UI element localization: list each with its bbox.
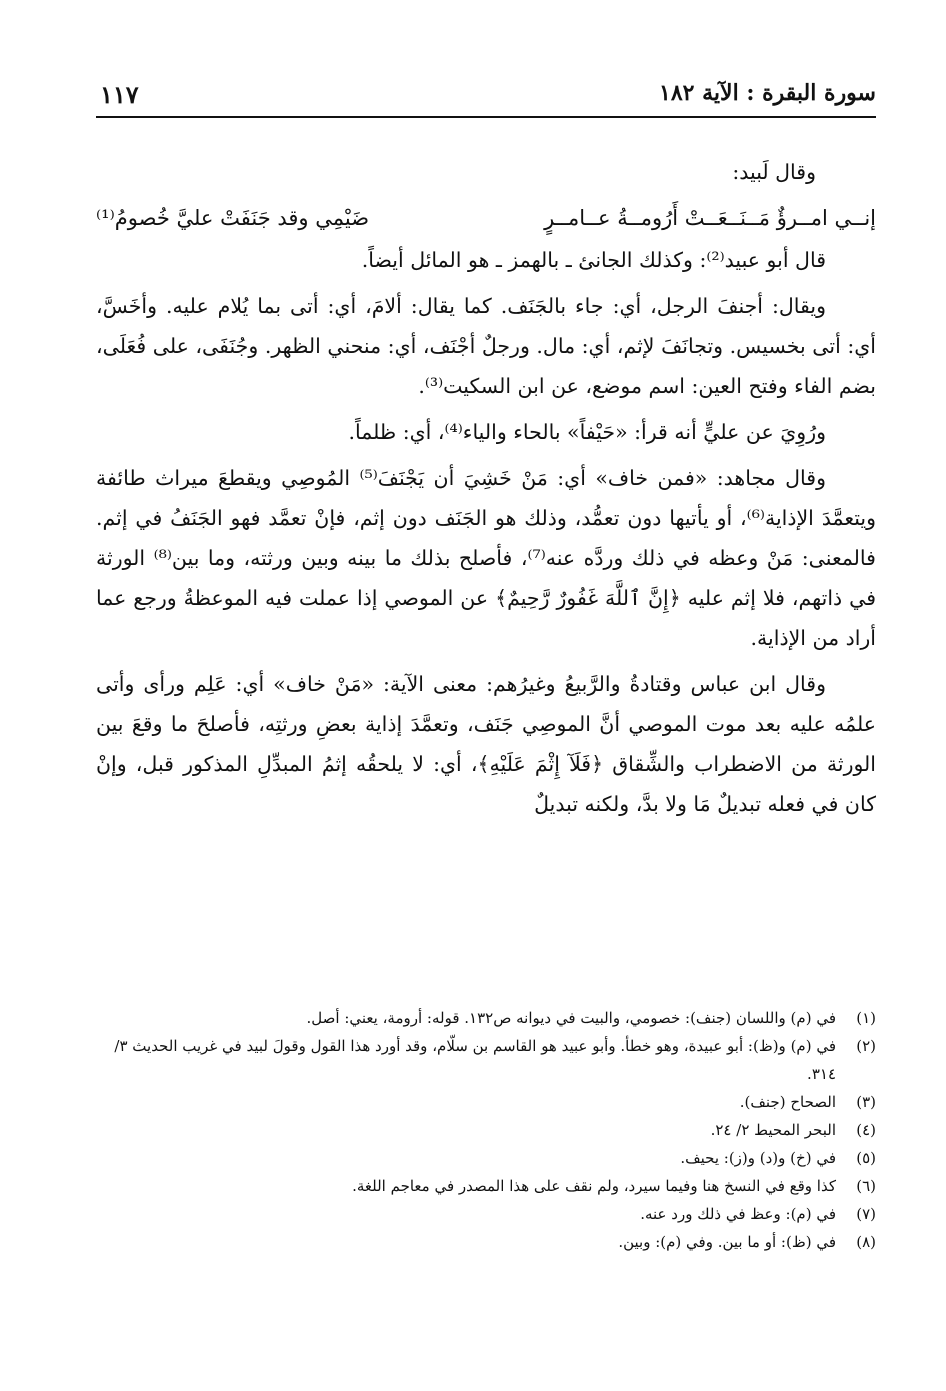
verse-intro: وقال لَبيد: [732,160,816,184]
running-title: سورة البقرة : الآية ١٨٢ [659,80,876,106]
footnote-number: (٥) [856,1149,876,1167]
footnote-number: (٢) [856,1037,876,1055]
page-header [96,78,876,118]
paragraph-1: قال أبو عبيد⁽²⁾: وكذلك الجانئ ـ بالهمز ـ هو المائل أيضاً. [361,248,826,272]
footnote-text: في (م) و(ظ): أبو عبيدة، وهو خطأ. وأبو عبيد هو القاسم بن سلّام، وقد أورد هذا القول وقولَ لبيد في غريب الحديث ٣/ ٣١٤. [114,1037,836,1083]
footnote-text: في (م) واللسان (جنف): خصومي، والبيت في ديوانه ص١٣٢. قوله: أرومة، يعني: أصل. [306,1009,836,1027]
footnote-number: (٨) [856,1233,876,1251]
poem-first-hemistich: إنــي امــرؤٌ مَــنَــعَــتْ أَرُومــةُ عــامــرٍ [544,206,876,230]
footnote-number: (٦) [856,1177,876,1195]
footnote-number: (٤) [856,1121,876,1139]
poem-verse [96,198,876,238]
footnote-number: (٣) [856,1093,876,1111]
footnote-text: في (ظ): أو ما بين. وفي (م): وبين. [618,1233,836,1251]
footnote [96,1144,876,1172]
footnote [96,1172,876,1200]
footnote [96,1228,876,1256]
footnote-text: في (م): وعظ في ذلك ورد عنه. [640,1205,836,1223]
paragraph-4: وقال مجاهد: «فمن خاف» أي: مَنْ خَشِيَ أن يَجْنَفَ⁽⁵⁾ المُوصِي ويقطعَ ميراث طائفة ويتعمَّدَ الإذاية⁽⁶⁾، أو يأتيها دون تعمُّد، وذلك هو الجَنَف دون إثم، فإنْ تعمَّد فهو الجَنَفُ في إثم. فالمعنى: مَنْ وعظه في ذلك وردَّه عنه⁽⁷⁾، فأصلح بذلك ما بينه وبين ورثته، وما بين⁽⁸⁾ الورثة في ذاتهم، فلا إثم عليه ﴿إِنَّ ٱللَّهَ غَفُورٌ رَّحِيمٌ﴾ عن الموصي إذا عملت فيه الموعظةُ ورجع عما أراد من الإذاية. [96,466,876,650]
footnote-number: (١) [856,1009,876,1027]
paragraph-2: ويقال: أجنفَ الرجل، أي: جاء بالجَنَف. كما يقال: ألامَ، أي: أتى بما يُلام عليه. وأخَسَّ، أي: أتى بخسيس. وتجانَفَ لإثم، أي: مال. ورجلٌ أجْنَف، أي: منحني الظهر. وجُنَفَى، على فُعَلَى، بضم الفاء وفتح العين: اسم موضع، عن ابن السكيت⁽³⁾. [96,294,876,398]
poem-second-hemistich: ضَيْمِي وقد جَنَفَتْ عليَّ خُصومُ⁽¹⁾ [96,206,370,230]
paragraph-5: وقال ابن عباس وقتادةُ والرَّبيعُ وغيرُهم: معنى الآية: «مَنْ خاف» أي: عَلِم ورأى وأتى علمُه عليه بعد موت الموصي أنَّ الموصِي جَنَف، وتعمَّدَ إذاية بعضِ ورثتِه، فأصلحَ ما وقعَ بين الورثة من الاضطراب والشِّقاق ﴿فَلَآ إِثْمَ عَلَيْهِ﴾، أي: لا يلحقُه إثمُ المبدِّلِ المذكور قبل، وإنْ كان في فعله تبديلٌ مَا ولا بدَّ، ولكنه تبديلٌ [96,672,876,816]
footnote [96,1004,876,1032]
footnote-number: (٧) [856,1205,876,1223]
footnote-text: في (خ) و(د) و(ز): يحيف. [680,1149,836,1167]
footnotes [96,1004,876,1256]
footnote-text: الصحاح (جنف). [739,1093,836,1111]
footnote [96,1088,876,1116]
footnote [96,1200,876,1228]
page-number: ١١٧ [100,80,139,109]
paragraph-3: ورُوِيَ عن عليٍّ أنه قرأ: «حَيْفاً» بالحاء والياء⁽⁴⁾، أي: ظلماً. [348,420,826,444]
footnote-text: البحر المحيط ٢/ ٢٤. [710,1121,836,1139]
footnote [96,1032,876,1088]
main-text [96,152,876,830]
footnote [96,1116,876,1144]
footnote-text: كذا وقع في النسخ هنا وفيما سيرد، ولم نقف على هذا المصدر في معاجم اللغة. [352,1177,836,1195]
